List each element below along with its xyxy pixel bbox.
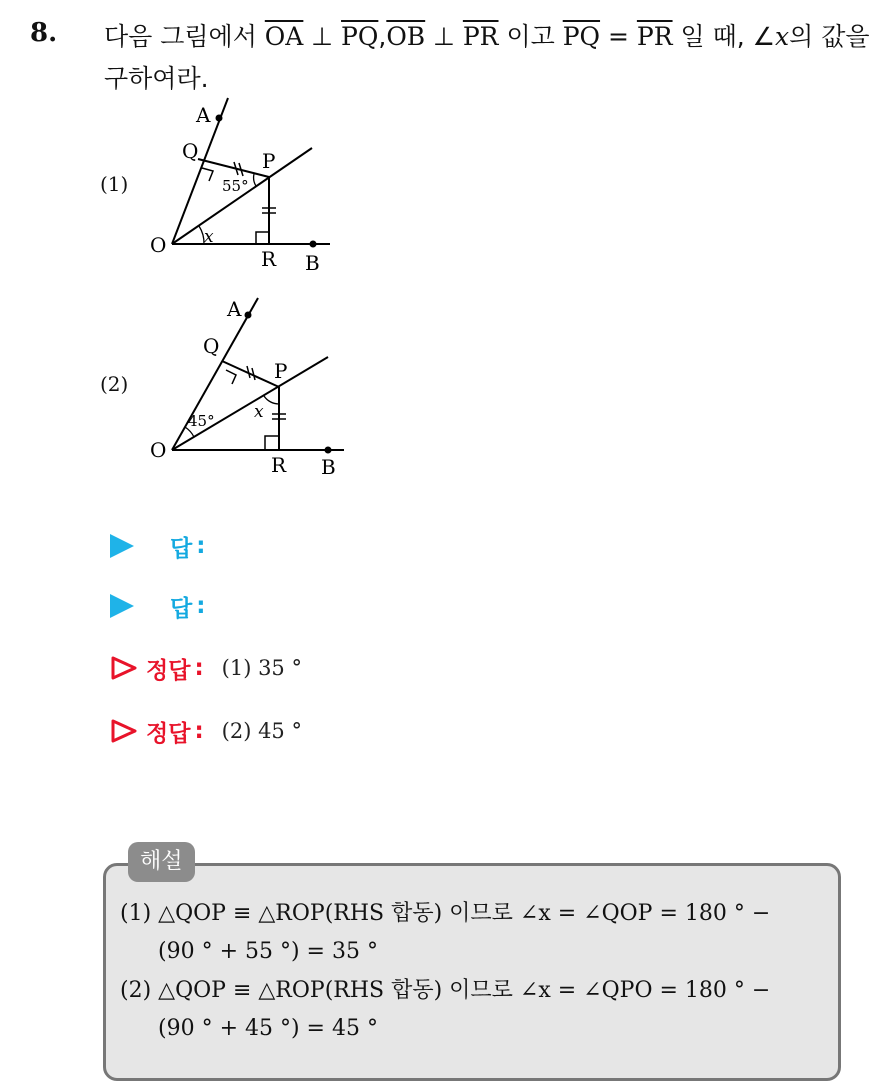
figure1-diagram: [140, 92, 360, 282]
solution-value: (2) 45 °: [221, 719, 302, 743]
perp-symbol: ⊥: [303, 22, 342, 51]
angle-55-label: 55°: [222, 177, 249, 195]
question-text-a: 다음 그림에서: [104, 22, 265, 51]
angle-arc-55: [254, 174, 256, 186]
point-b: [325, 447, 332, 454]
label-q: Q: [182, 139, 199, 163]
figure2-label: (2): [100, 372, 129, 396]
point-b: [310, 241, 317, 248]
answer-row-1: [110, 526, 205, 566]
question-text: [104, 16, 874, 100]
label-b: B: [321, 455, 336, 479]
solution-row-1: [110, 648, 302, 688]
label-a: A: [227, 297, 242, 321]
label-o: O: [150, 233, 167, 257]
explanation-tab: 해설: [128, 842, 195, 882]
outline-triangle-icon: [110, 655, 138, 681]
solution-colon: :: [194, 718, 204, 744]
angle-arc-x: [264, 396, 279, 404]
explanation-line-4: (90 ° + 45 °) = 45 °: [158, 1016, 378, 1041]
ray-op: [172, 357, 328, 450]
variable-x: x: [775, 22, 790, 51]
label-a: A: [196, 103, 211, 127]
answer-colon: :: [196, 593, 206, 619]
right-angle-r: [265, 436, 279, 450]
figure1-label: (1): [100, 172, 129, 196]
label-r: R: [271, 453, 287, 477]
perp-symbol: ⊥: [425, 22, 463, 51]
question-number: 8.: [30, 18, 58, 48]
play-triangle-icon: [110, 534, 134, 558]
outline-triangle-icon: [110, 718, 138, 744]
right-angle-q: [202, 168, 213, 181]
segment-ob: $\overline{OB}$: [386, 22, 426, 51]
comma: ,: [378, 22, 387, 51]
solution-value: (1) 35 °: [221, 656, 302, 680]
explanation-line-1: (1) △QOP ≡ △ROP(RHS 합동) 이므로 ∠x = ∠QOP = 180 ° −: [120, 901, 771, 926]
answer-label: 답: [170, 535, 193, 562]
segment-qp: [198, 159, 269, 177]
segment-pq: $\overline{PQ}$: [562, 22, 601, 51]
question-text-b: 이고: [498, 22, 563, 51]
solution-label: 정답: [146, 657, 191, 684]
solution-label: 정답: [146, 720, 191, 747]
segment-pr: $\overline{PR}$: [636, 22, 673, 51]
segment-pr: $\overline{PR}$: [462, 22, 499, 51]
point-a: [245, 312, 252, 319]
answer-colon: :: [196, 533, 206, 559]
label-b: B: [305, 251, 320, 275]
label-p: P: [262, 149, 276, 173]
label-p: P: [274, 359, 288, 383]
question-text-d: 의 값을 구하여라.: [104, 22, 870, 93]
explanation-line-3: (2) △QOP ≡ △ROP(RHS 합동) 이므로 ∠x = ∠QPO = 180 ° −: [120, 978, 771, 1003]
angle-x-label: x: [204, 227, 214, 247]
label-o: O: [150, 438, 167, 462]
segment-pq: $\overline{PQ}$: [341, 22, 379, 51]
segment-qp: [222, 361, 279, 387]
point-a: [216, 115, 223, 122]
segment-oa: $\overline{OA}$: [264, 22, 304, 51]
answer-label: 답: [170, 595, 193, 622]
explanation-line-2: (90 ° + 55 °) = 35 °: [158, 939, 378, 964]
angle-45-label: 45°: [188, 412, 215, 430]
angle-x-label: x: [254, 402, 264, 422]
question-text-c: 일 때, ∠: [672, 22, 776, 51]
label-q: Q: [203, 334, 220, 358]
label-r: R: [261, 247, 277, 271]
solution-colon: :: [194, 655, 204, 681]
answer-row-2: [110, 586, 205, 626]
solution-row-2: [110, 711, 302, 751]
play-triangle-icon: [110, 594, 134, 618]
right-angle-q: [226, 370, 236, 384]
figure2-diagram: [140, 290, 365, 485]
equals-symbol: =: [600, 22, 637, 51]
right-angle-r: [256, 232, 269, 244]
